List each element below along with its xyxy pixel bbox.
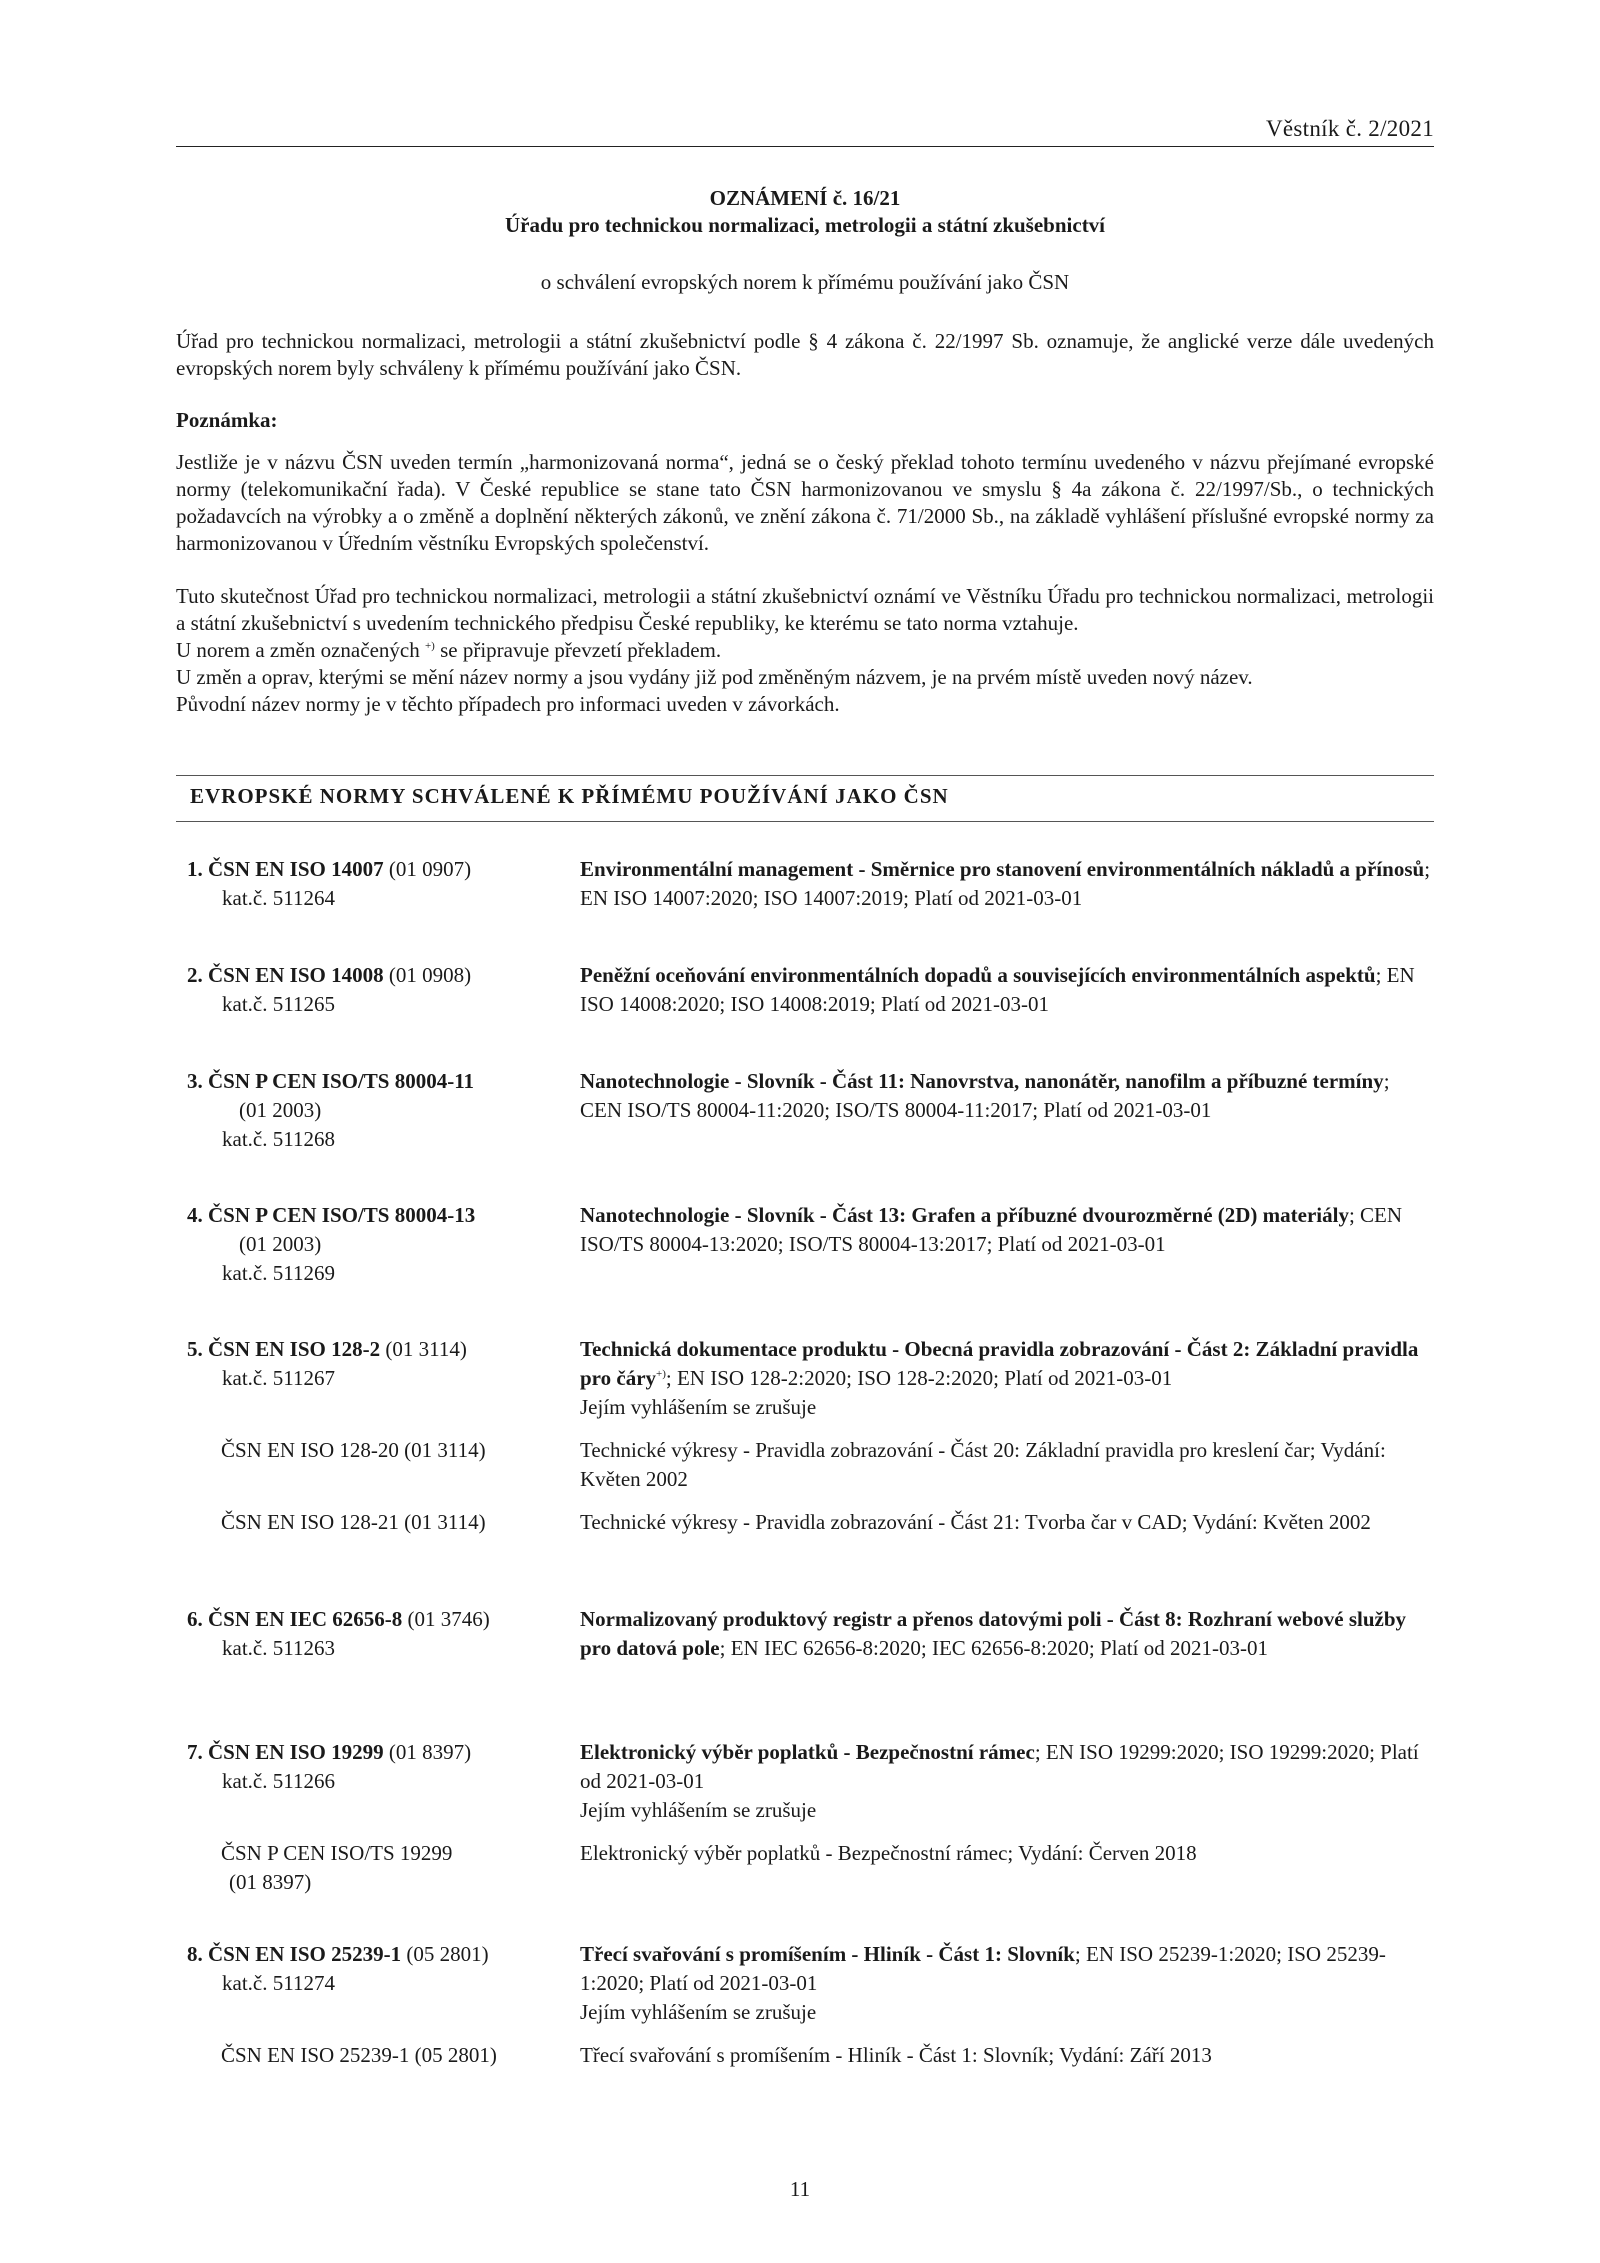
intro-text: Úřad pro technickou normalizaci, metrologii a státní zkušebnictví podle § 4 zákona č. 22/1997 Sb. oznamuje, že anglické verze dále uvedených evropských norem byly schváleny k přímému používání jako ČSN. (176, 329, 1434, 380)
standard-code: 2. ČSN EN ISO 14008 (01 0908) kat.č. 511265 (176, 961, 580, 1019)
title-block (176, 185, 1434, 296)
translation-note-mark: +) (424, 640, 435, 652)
catalog-number: kat.č. 511264 (222, 886, 335, 910)
standard-description: Elektronický výběr poplatků - Bezpečnostní rámec; EN ISO 19299:2020; ISO 19299:2020; Platí od 2021-03-01 Jejím vyhlášením se zrušuje (580, 1738, 1434, 1825)
note-label-block (176, 407, 1434, 434)
standard-description: Environmentální management - Směrnice pro stanovení environmentálních nákladů a přínosů; EN ISO 14007:2020; ISO 14007:2019; Platí od 2021-03-01 (580, 857, 1431, 910)
info-text-2: U norem a změn označených +) se připravuje převzetí překladem. (176, 638, 722, 662)
superseded-description: Elektronický výběr poplatků - Bezpečnostní rámec; Vydání: Červen 2018 (580, 1841, 1197, 1865)
standard-title: Environmentální management - Směrnice pro stanovení environmentálních nákladů a přínosů (580, 857, 1425, 881)
standard-code: 6. ČSN EN IEC 62656-8 (01 3746) kat.č. 511263 (176, 1605, 580, 1663)
catalog-number: kat.č. 511268 (222, 1127, 335, 1151)
superseded-code: ČSN EN ISO 128-20 (01 3114) (221, 1438, 486, 1462)
standard-entry-1 (176, 855, 1434, 913)
cancels-note: Jejím vyhlášením se zrušuje (580, 1798, 817, 1822)
standard-title: Technická dokumentace produktu - Obecná pravidla zobrazování - Část 2: Základní pravidla pro čáry (580, 1337, 1419, 1390)
catalog-number: kat.č. 511269 (222, 1261, 335, 1285)
standard-entry-3 (176, 1067, 1434, 1154)
superseded-description: Třecí svařování s promíšením - Hliník - Část 1: Slovník; Vydání: Září 2013 (580, 2043, 1212, 2067)
bulletin-issue: Věstník č. 2/2021 (1266, 116, 1434, 141)
classification: (01 2003) (239, 1232, 322, 1256)
classification: (01 2003) (239, 1098, 322, 1122)
note-text: Jestliže je v názvu ČSN uveden termín „harmonizovaná norma“, jedná se o český překlad tohoto termínu uvedeného v názvu přejímané evropské normy (telekomunikační řada). V České republice se stane tato ČSN harmonizovanou ve smyslu § 4a zákona č. 22/1997/Sb., o technických požadavcích na výrobky a o změně a doplnění některých zákonů, ve znění zákona č. 71/2000 Sb., na základě vyhlášení příslušné evropské normy za harmonizovanou v Úředním věstníku Evropských společenství. (176, 450, 1434, 555)
note-paragraph (176, 449, 1434, 557)
announcement-subtitle: o schválení evropských norem k přímému používání jako ČSN (540, 270, 1070, 294)
standard-entry-8 (176, 1940, 1434, 2070)
standard-code: 4. ČSN P CEN ISO/TS 80004-13 (01 2003) kat.č. 511269 (176, 1201, 580, 1288)
standard-description: Třecí svařování s promíšením - Hliník - Část 1: Slovník; EN ISO 25239-1:2020; ISO 25239-1:2020; Platí od 2021-03-01 Jejím vyhlášením se zrušuje (580, 1940, 1434, 2027)
standard-description: Nanotechnologie - Slovník - Část 11: Nanovrstva, nanonátěr, nanofilm a příbuzné termíny; CEN ISO/TS 80004-11:2020; ISO/TS 80004-11:2017; Platí od 2021-03-01 (580, 1069, 1390, 1122)
translation-note-mark: +) (656, 1368, 666, 1380)
section-heading-text: EVROPSKÉ NORMY SCHVÁLENÉ K PŘÍMÉMU POUŽÍVÁNÍ JAKO ČSN (190, 784, 949, 808)
superseded-description: Technické výkresy - Pravidla zobrazování - Část 20: Základní pravidla pro kreslení čar; Vydání: Květen 2002 (580, 1438, 1386, 1491)
catalog-number: kat.č. 511263 (222, 1636, 335, 1660)
standard-entry-6 (176, 1605, 1434, 1663)
standard-title: Peněžní oceňování environmentálních dopadů a souvisejících environmentálních aspektů (580, 963, 1376, 987)
standard-description: Technická dokumentace produktu - Obecná pravidla zobrazování - Část 2: Základní pravidla pro čáry+); EN ISO 128-2:2020; ISO 128-2:2020; Platí od 2021-03-01 Jejím vyhlášením se zrušuje (580, 1335, 1434, 1422)
standard-entry-5 (176, 1335, 1434, 1537)
standard-code: 8. ČSN EN ISO 25239-1 (05 2801) kat.č. 511274 (176, 1940, 580, 2027)
standard-title: Normalizovaný produktový registr a přenos datovými poli - Část 8: Rozhraní webové služby pro datová pole (580, 1607, 1407, 1660)
note-label: Poznámka: (176, 408, 278, 432)
standard-title: Třecí svařování s promíšením - Hliník - Část 1: Slovník (580, 1942, 1075, 1966)
info-text-1: Tuto skutečnost Úřad pro technickou normalizaci, metrologii a státní zkušebnictví oznámí ve Věstníku Úřadu pro technickou normalizaci, metrologii a státní zkušebnictví s uvedením technického předpisu České republiky, ke kterému se tato norma vztahuje. (176, 584, 1434, 635)
standard-code: 3. ČSN P CEN ISO/TS 80004-11 (01 2003) kat.č. 511268 (176, 1067, 580, 1154)
cancels-note: Jejím vyhlášením se zrušuje (580, 1395, 817, 1419)
standard-entry-4 (176, 1201, 1434, 1288)
catalog-number: kat.č. 511267 (222, 1366, 335, 1390)
standard-code: 1. ČSN EN ISO 14007 (01 0907) kat.č. 511264 (176, 855, 580, 913)
standard-code: 5. ČSN EN ISO 128-2 (01 3114) kat.č. 511267 (176, 1335, 580, 1422)
info-text-3: U změn a oprav, kterými se mění název normy a jsou vydány již pod změněným názvem, je na prvém místě uveden nový název. (176, 665, 1253, 689)
cancels-note: Jejím vyhlášením se zrušuje (580, 2000, 817, 2024)
catalog-number: kat.č. 511274 (222, 1971, 335, 1995)
catalog-number: kat.č. 511265 (222, 992, 335, 1016)
section-heading (176, 780, 1434, 822)
info-text-4: Původní název normy je v těchto případech pro informaci uveden v závorkách. (176, 692, 840, 716)
announcement-title: OZNÁMENÍ č. 16/21 (709, 186, 901, 210)
standard-description: Nanotechnologie - Slovník - Část 13: Grafen a příbuzné dvourozměrné (2D) materiály; CEN ISO/TS 80004-13:2020; ISO/TS 80004-13:2017; Platí od 2021-03-01 (580, 1203, 1403, 1256)
standard-entry-7 (176, 1738, 1434, 1897)
standard-title: Nanotechnologie - Slovník - Část 13: Grafen a příbuzné dvourozměrné (2D) materiály (580, 1203, 1349, 1227)
standard-title: Elektronický výběr poplatků - Bezpečnostní rámec (580, 1740, 1035, 1764)
standard-description: Normalizovaný produktový registr a přenos datovými poli - Část 8: Rozhraní webové služby pro datová pole; EN IEC 62656-8:2020; IEC 62656-8:2020; Platí od 2021-03-01 (580, 1607, 1407, 1660)
standard-entry-2 (176, 961, 1434, 1019)
intro-paragraph (176, 328, 1434, 382)
catalog-number: kat.č. 511266 (222, 1769, 335, 1793)
section-rule (176, 775, 1434, 776)
superseded-code: ČSN P CEN ISO/TS 19299 (01 8397) (221, 1841, 453, 1894)
info-paragraph (176, 583, 1434, 718)
page-number: 11 (789, 2177, 811, 2201)
standard-description: Peněžní oceňování environmentálních dopadů a souvisejících environmentálních aspektů; EN ISO 14008:2020; ISO 14008:2019; Platí od 2021-03-01 (580, 963, 1415, 1016)
page-header (176, 112, 1434, 147)
standard-code: 7. ČSN EN ISO 19299 (01 8397) kat.č. 511266 (176, 1738, 580, 1825)
superseded-description: Technické výkresy - Pravidla zobrazování - Část 21: Tvorba čar v CAD; Vydání: Květen 2002 (580, 1510, 1371, 1534)
superseded-code: ČSN EN ISO 128-21 (01 3114) (221, 1510, 486, 1534)
issuing-office: Úřadu pro technickou normalizaci, metrologii a státní zkušebnictví (504, 213, 1106, 237)
superseded-code: ČSN EN ISO 25239-1 (05 2801) (221, 2043, 497, 2067)
standard-title: Nanotechnologie - Slovník - Část 11: Nanovrstva, nanonátěr, nanofilm a příbuzné termíny (580, 1069, 1384, 1093)
